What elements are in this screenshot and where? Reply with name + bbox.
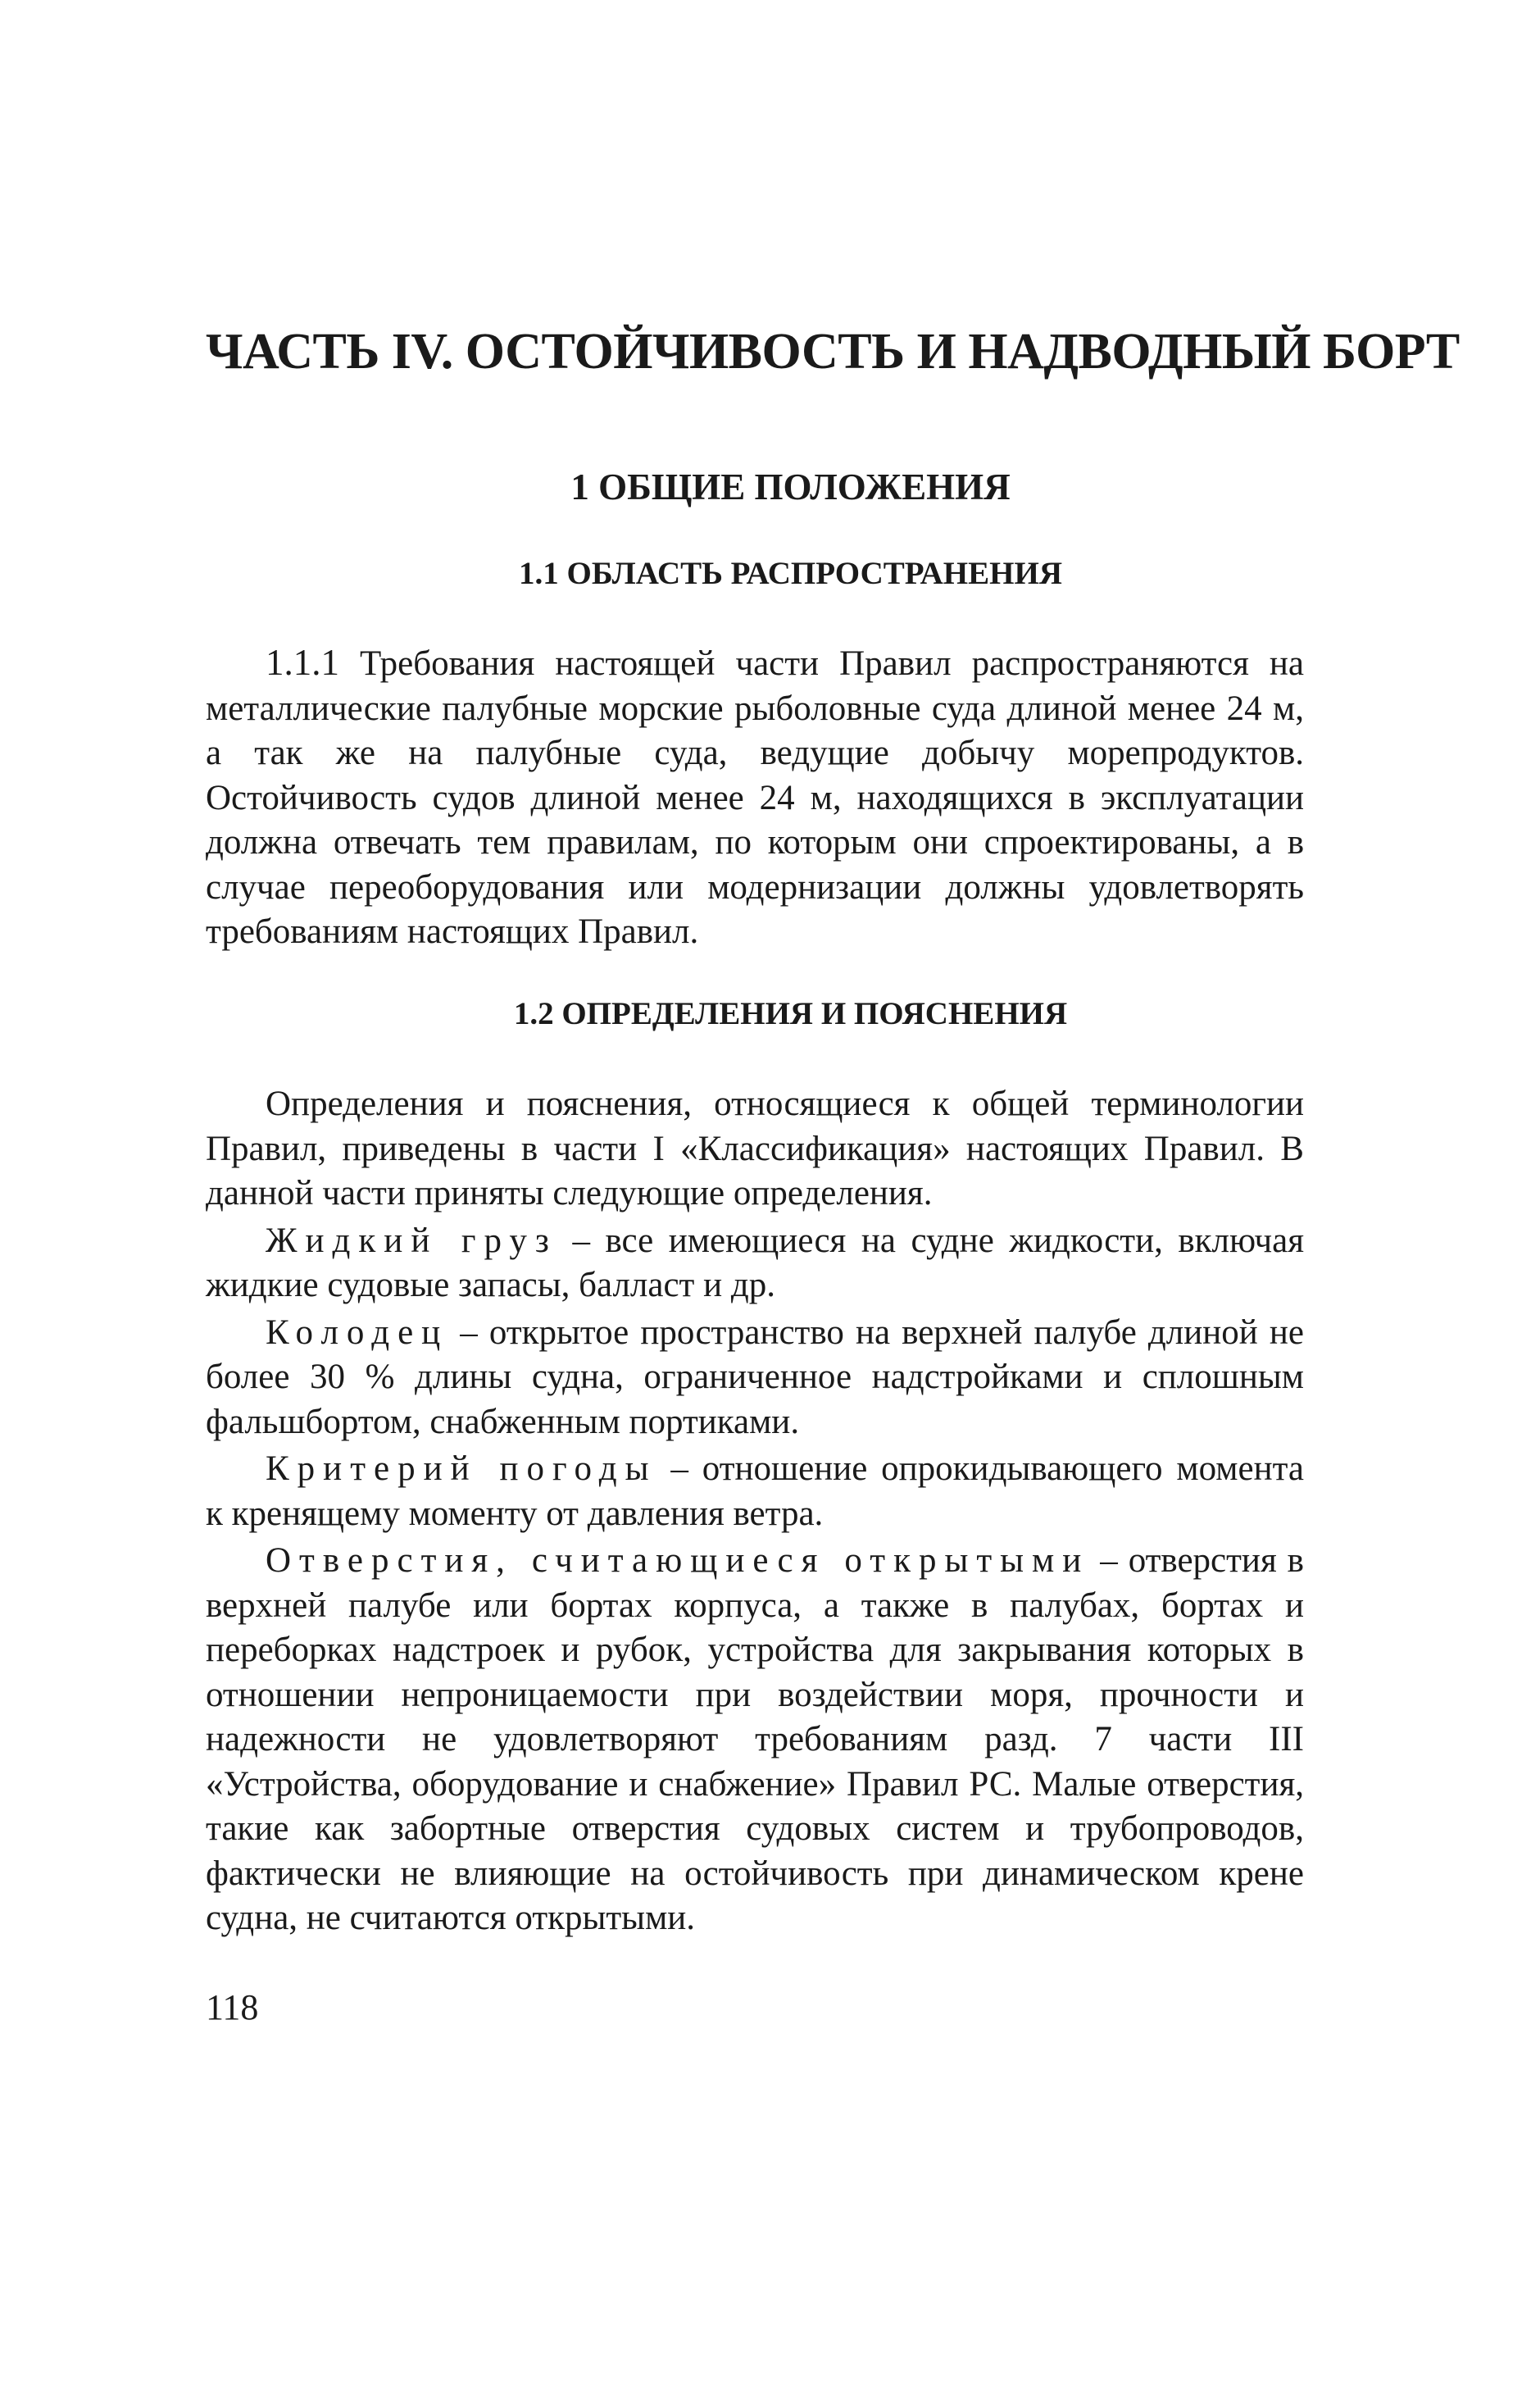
definition-text: – открытое пространство на верхней палубе длиной не более 30 % длины судна, ограниченное надстройками и сплошным фальшбортом, снабженным портиками. [206,1313,1304,1441]
subsection-heading-scope: 1.1 ОБЛАСТЬ РАСПРОСТРАНЕНИЯ [519,556,1062,591]
part-title: ЧАСТЬ IV. ОСТОЙЧИВОСТЬ И НАДВОДНЫЙ БОРТ [206,324,1460,380]
definition-text: – все имеющиеся на судне жидкости, включая жидкие судовые запасы, балласт и др. [206,1221,1304,1304]
definition-text: – отверстия в верхней палубе или бортах корпуса, а также в палубах, бортах и переборках надстроек и рубок, устройства для закрывания которых в отношении непроницаемости при воздействии моря, прочности и надежности не удовлетворяют требованиям разд. 7 части III «Устройства, оборудование и снабжение» Правил РС. Малые отверстия, такие как забортные отверстия судовых систем и трубопроводов, фактически не влияющие на остойчивость при динамическом крене судна, не считаются открытыми. [206,1541,1304,1937]
definition-weather-criterion [206,1447,1304,1536]
definition-term: Колодец [266,1313,449,1352]
definition-text: – отношение опрокидывающего момента к кренящему моменту от давления ветра. [206,1449,1304,1533]
definition-open-openings [206,1539,1304,1941]
definition-term: Критерий погоды [266,1449,657,1488]
definitions-text-block [206,1082,1304,1941]
definition-term: Жидкий груз [266,1221,557,1260]
paragraph-number: 1.1.1 [266,642,339,683]
paragraph-body: Требования настоящей части Правил распространяются на металлические палубные морские рыболовные суда длиной менее 24 м, а так же на палубные суда, ведущие добычу морепродуктов. Остойчивость судов длиной менее 24 м, находящихся в эксплуатации должна отвечать тем правилам, по которым они спроектированы, а в случае переоборудования или модернизации должны удовлетворять требованиям настоящих Правил. [206,644,1304,951]
definition-well [206,1311,1304,1445]
paragraph-1-1-1 [206,640,1304,955]
page-number: 118 [206,1987,259,2027]
definitions-intro: Определения и пояснения, относящиеся к общей терминологии Правил, приведены в части I «Классификация» настоящих Правил. В данной части приняты следующие определения. [206,1085,1304,1212]
definition-liquid-cargo [206,1219,1304,1308]
subsection-heading-definitions: 1.2 ОПРЕДЕЛЕНИЯ И ПОЯСНЕНИЯ [513,996,1068,1031]
section-heading: 1 ОБЩИЕ ПОЛОЖЕНИЯ [570,466,1011,507]
scope-text-block [206,640,1304,955]
definition-term: Отверстия, считающиеся открытыми [266,1541,1090,1580]
